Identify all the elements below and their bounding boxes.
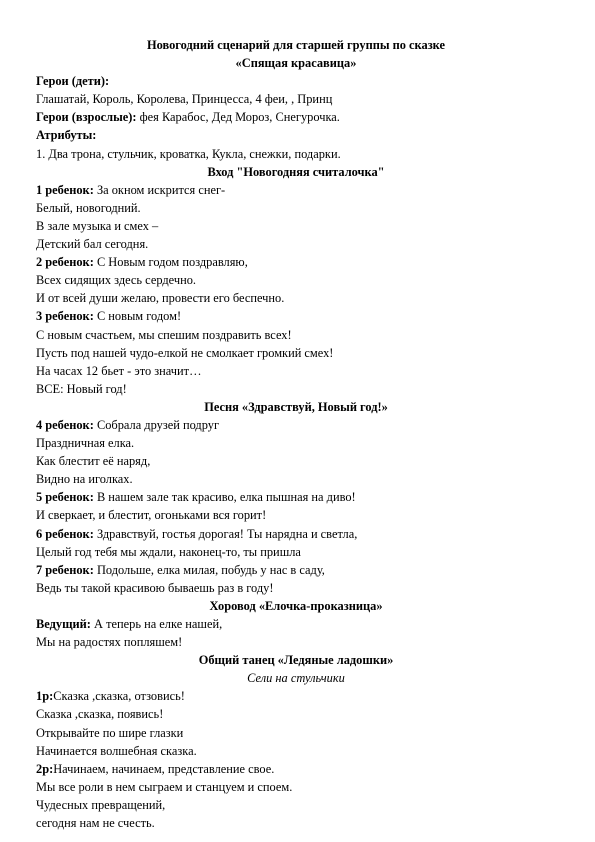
verse-line	[36, 760, 556, 778]
verse-line: Детский бал сегодня.	[36, 237, 149, 252]
verse-line: Пусть под нашей чудо-елкой не смолкает громкий смех!	[36, 345, 334, 360]
attributes-list: 1. Два трона, стульчик, кроватка, Кукла, снежки, подарки.	[36, 146, 341, 161]
verse-line: Начинается волшебная сказка.	[36, 743, 197, 758]
verse-line	[36, 561, 556, 579]
heroes-adults-label: Герои (взрослые):	[36, 110, 137, 125]
verse-line: Открывайте по шире глазки	[36, 725, 184, 740]
child3-label: 3 ребенок:	[36, 309, 94, 324]
attributes-label: Атрибуты:	[36, 128, 97, 143]
verse-line: Видно на иголках.	[36, 472, 133, 487]
heroes-adults-list: фея Карабос, Дед Мороз, Снегурочка.	[136, 110, 340, 125]
child2-label: 2 ребенок:	[36, 255, 94, 270]
verse-text: В нашем зале так красиво, елка пышная на диво!	[96, 490, 356, 505]
heroes-adults-line	[36, 108, 556, 126]
child6-label: 6 ребенок:	[36, 526, 94, 541]
heroes-children-list: Глашатай, Король, Королева, Принцесса, 4 феи, , Принц	[36, 92, 333, 107]
verse-text: Подольше, елка милая, побудь у нас в саду,	[96, 562, 325, 577]
verse-line	[36, 253, 556, 271]
verse-text: С новым годом!	[96, 309, 182, 324]
heading-common-dance: Общий танец «Ледяные ладошки»	[198, 653, 394, 668]
verse-line: Мы все роли в нем сыграем и станцуем и споем.	[36, 779, 293, 794]
document-title-line-1: Новогодний сценарий для старшей группы по сказке	[146, 38, 446, 52]
verse-line	[36, 181, 556, 199]
verse-line: Сказка ,сказка, появись!	[36, 707, 164, 722]
verse-text: Сказка ,сказка, отзовись!	[53, 689, 185, 704]
verse-line	[36, 615, 556, 633]
verse-line	[36, 416, 556, 434]
verse-line: И от всей души желаю, провести его беспечно.	[36, 291, 285, 306]
verse-line	[36, 488, 556, 506]
verse-line: ВСЕ: Новый год!	[36, 381, 127, 396]
verse-line: И сверкает, и блестит, огоньками вся горит!	[36, 508, 267, 523]
child7-label: 7 ребенок:	[36, 562, 94, 577]
heroes-children-label: Герои (дети):	[36, 74, 110, 89]
stage-direction: Сели на стульчики	[247, 671, 345, 686]
host-label: Ведущий:	[36, 617, 91, 631]
heading-entrance: Вход "Новогодняя считалочка"	[207, 164, 385, 179]
verse-line: Белый, новогодний.	[36, 200, 141, 215]
verse-line: Всех сидящих здесь сердечно.	[36, 273, 197, 288]
verse-line: Праздничная елка.	[36, 436, 135, 451]
document-title-line-2: «Спящая красавица»	[235, 56, 357, 71]
r1-label: 1р:	[36, 689, 54, 704]
verse-line: Чудесных превращений,	[36, 797, 166, 812]
verse-line: Ведь ты такой красивою бываешь раз в году!	[36, 580, 274, 595]
child4-label: 4 ребенок:	[36, 417, 94, 432]
verse-line: В зале музыка и смех –	[36, 218, 159, 233]
r2-label: 2р:	[36, 761, 54, 776]
heading-song: Песня «Здравствуй, Новый год!»	[204, 399, 388, 414]
document-page	[36, 36, 556, 832]
heading-round-dance: Хоровод «Елочка-проказница»	[209, 598, 383, 613]
verse-line: Мы на радостях попляшем!	[36, 635, 183, 650]
verse-text: Здравствуй, гостья дорогая! Ты нарядна и светла,	[96, 526, 358, 541]
verse-line: На часах 12 бьет - это значит…	[36, 363, 202, 378]
verse-line: Целый год тебя мы ждали, наконец-то, ты пришла	[36, 544, 301, 559]
verse-line	[36, 525, 556, 543]
verse-text: Начинаем, начинаем, представление свое.	[53, 761, 275, 776]
verse-text: А теперь на елке нашей,	[90, 617, 223, 631]
verse-line	[36, 687, 556, 705]
verse-line	[36, 307, 556, 325]
verse-text: За окном искрится снег-	[96, 182, 226, 197]
verse-text: Собрала друзей подруг	[96, 417, 220, 432]
verse-line: сегодня нам не счесть.	[36, 816, 155, 831]
child5-label: 5 ребенок:	[36, 490, 94, 505]
verse-text: С Новым годом поздравляю,	[96, 255, 248, 270]
child1-label: 1 ребенок:	[36, 182, 94, 197]
verse-line: С новым счастьем, мы спешим поздравить всех!	[36, 327, 292, 342]
verse-line: Как блестит её наряд,	[36, 454, 151, 469]
